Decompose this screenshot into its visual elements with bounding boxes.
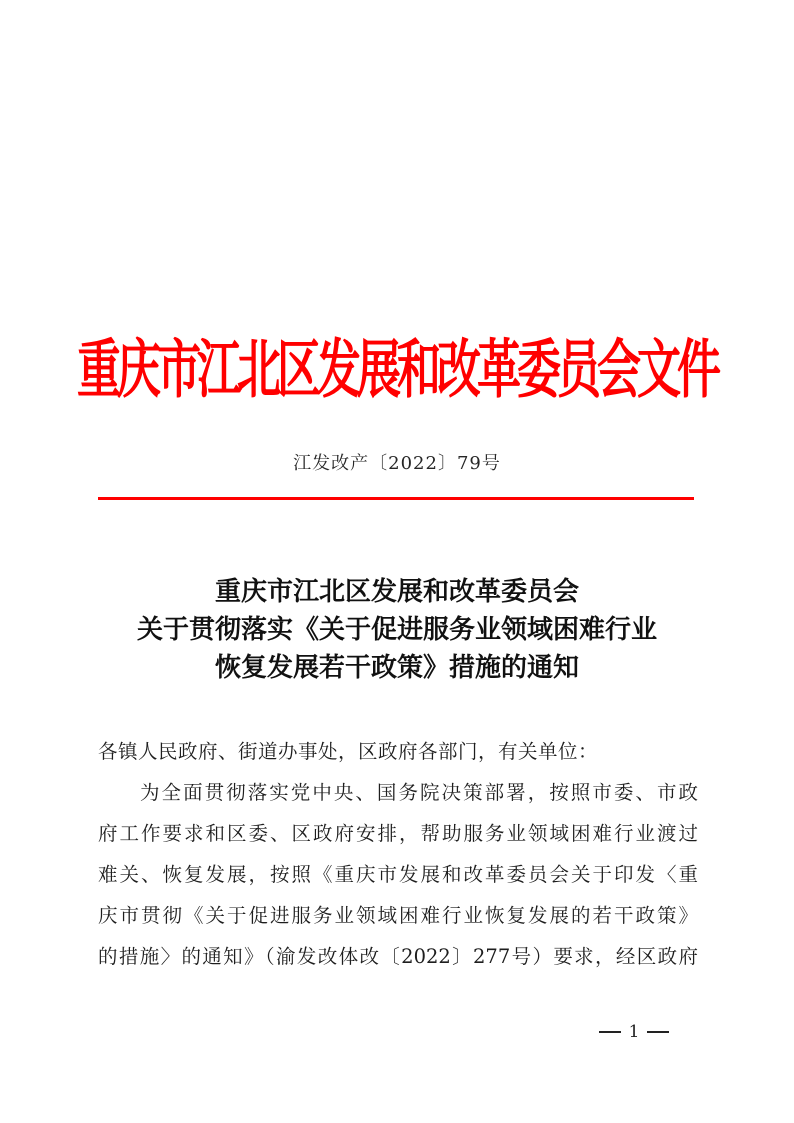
body-line: 庆市贯彻《关于促进服务业领域困难行业恢复发展的若干政策》 [98, 904, 698, 927]
body-line: 的措施〉的通知》（渝发改体改〔2022〕277号）要求，经区政府 [98, 945, 698, 968]
body-line: 为全面贯彻落实党中央、国务院决策部署，按照市委、市政 [140, 781, 698, 804]
page-number-value: 1 [628, 1022, 640, 1042]
title-line: 关于贯彻落实《关于促进服务业领域困难行业 [136, 615, 657, 645]
document-body [98, 731, 698, 977]
body-line: 难关、恢复发展，按照《重庆市发展和改革委员会关于印发〈重 [98, 863, 698, 886]
document-number: 江发改产〔2022〕79号 [293, 453, 501, 474]
document-title [0, 573, 794, 687]
red-separator-rule [98, 497, 694, 500]
title-line: 重庆市江北区发展和改革委员会 [214, 577, 579, 607]
page-number [594, 1022, 674, 1042]
dash-left [599, 1031, 621, 1033]
body-line: 府工作要求和区委、区政府安排，帮助服务业领域困难行业渡过 [98, 822, 698, 845]
document-masthead: 重庆市江北区发展和改革委员会文件 [77, 333, 717, 408]
dash-right [647, 1031, 669, 1033]
title-line: 恢复发展若干政策》措施的通知 [214, 653, 579, 683]
salutation: 各镇人民政府、街道办事处，区政府各部门，有关单位： [98, 740, 599, 763]
